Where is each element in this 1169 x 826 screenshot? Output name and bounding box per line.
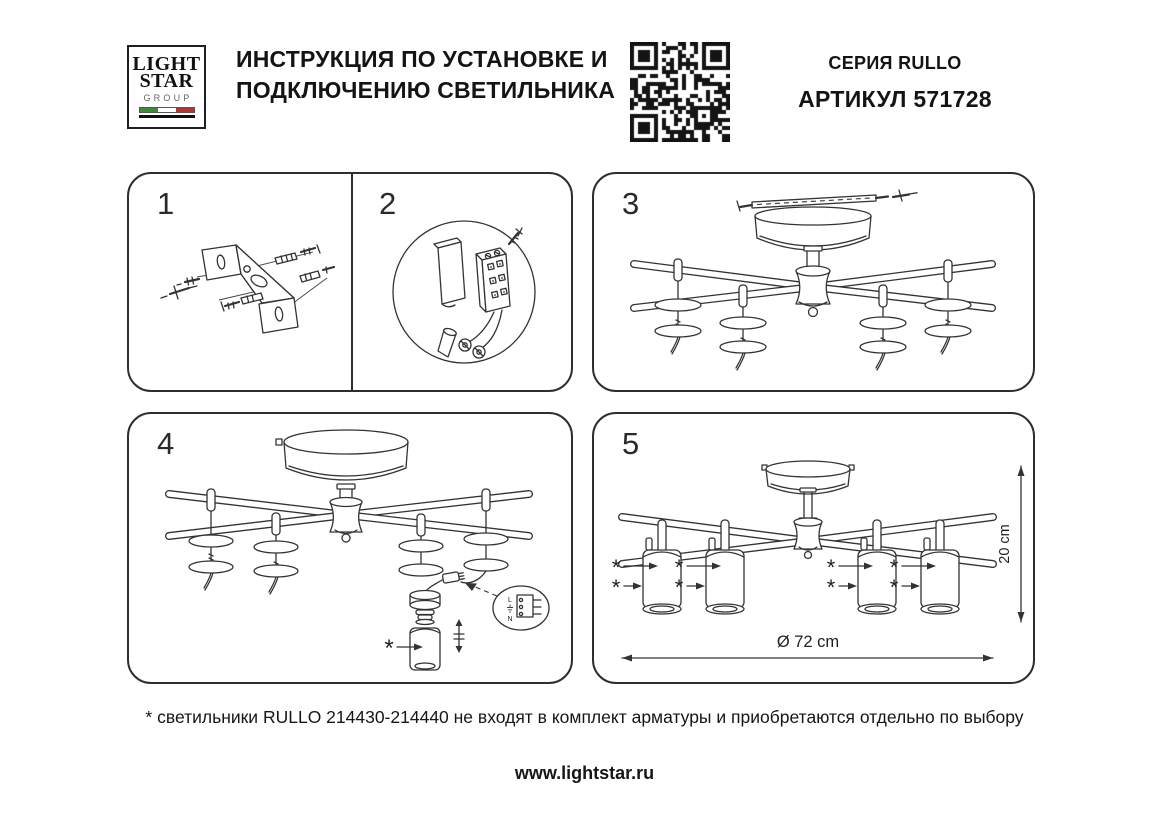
wall-plug-screw-bottom (221, 293, 263, 311)
step3-drawing-frame (594, 174, 1033, 390)
panel-step-4 (127, 412, 573, 684)
diameter-label: Ø 72 cm (776, 633, 840, 651)
step-5-number: 5 (622, 426, 640, 461)
ring-terminals (459, 339, 485, 358)
footnote: * светильники RULLO 214430-214440 не входят в комплект арматуры и приобретаются отдельно по выбору (145, 707, 1024, 727)
lamp-holder (410, 591, 440, 625)
step5-drawing-final-assembly (594, 414, 1033, 682)
terminal-label-neutral: N (507, 616, 513, 623)
step1-drawing-bracket (137, 208, 347, 388)
terminal-screw (509, 228, 522, 244)
central-hub (330, 498, 362, 543)
screw-icon (893, 190, 917, 201)
panel-steps-1-2 (127, 172, 573, 392)
lamp (921, 520, 959, 614)
mounting-bracket (197, 245, 327, 333)
qr-code (630, 42, 730, 142)
article-label: АРТИКУЛ 571728 (798, 86, 992, 112)
terminal-label-line: L (508, 597, 512, 604)
central-hub (796, 266, 830, 317)
logo-word-group: GROUP (143, 93, 193, 104)
step-2-number: 2 (379, 186, 397, 221)
asterisk-marker: * (611, 575, 621, 600)
series-label: СЕРИЯ RULLO (828, 53, 962, 73)
step2-drawing-wiring (364, 202, 564, 387)
panel-divider (351, 174, 353, 390)
ceiling-canopy (755, 207, 871, 250)
product-info (770, 53, 1020, 113)
diameter-dimension (622, 633, 993, 662)
logo-word-star: STAR (139, 70, 194, 93)
page-title-line1: ИНСТРУКЦИЯ ПО УСТАНОВКЕ И (236, 46, 608, 72)
step-3-number: 3 (622, 186, 640, 221)
step4-drawing-lamp-mount (129, 414, 571, 682)
wire-cap (438, 327, 457, 357)
asterisk-marker: * (611, 555, 621, 580)
wall-plug-screw-right (300, 267, 334, 282)
asterisk-marker: * (384, 635, 394, 662)
step-1-number: 1 (157, 186, 175, 221)
terminal-detail-bubble (465, 583, 549, 630)
logo-word-light: LIGHT (132, 53, 201, 76)
screw-icon (161, 286, 197, 299)
page-title-line2: ПОДКЛЮЧЕНИЮ СВЕТИЛЬНИКА (236, 77, 616, 103)
asterisk-marker: * (826, 555, 836, 580)
cover-plate (434, 238, 465, 307)
wall-plug-icon (275, 245, 320, 264)
central-hub (794, 518, 822, 559)
panel-step-5 (592, 412, 1035, 684)
asterisk-marker: * (826, 575, 836, 600)
terminal-block (476, 248, 510, 312)
step-4-number: 4 (157, 426, 175, 461)
page-title (236, 44, 615, 106)
italian-flag-icon (139, 107, 195, 113)
website-url: www.lightstar.ru (514, 763, 655, 783)
asterisk-marker: * (674, 575, 684, 600)
panel-step-3 (592, 172, 1035, 392)
stem (799, 488, 817, 522)
logo-underline (139, 115, 195, 118)
lightstar-logo (127, 45, 206, 129)
move-cursor-icon (454, 619, 464, 653)
wires (469, 310, 502, 348)
height-label: 20 cm (997, 524, 1013, 564)
asterisk-marker: * (889, 575, 899, 600)
asterisk-marker: * (889, 555, 899, 580)
screw-and-plug-left (177, 277, 199, 285)
asterisk-marker: * (674, 555, 684, 580)
height-dimension (997, 466, 1025, 622)
ceiling-canopy (276, 430, 408, 480)
